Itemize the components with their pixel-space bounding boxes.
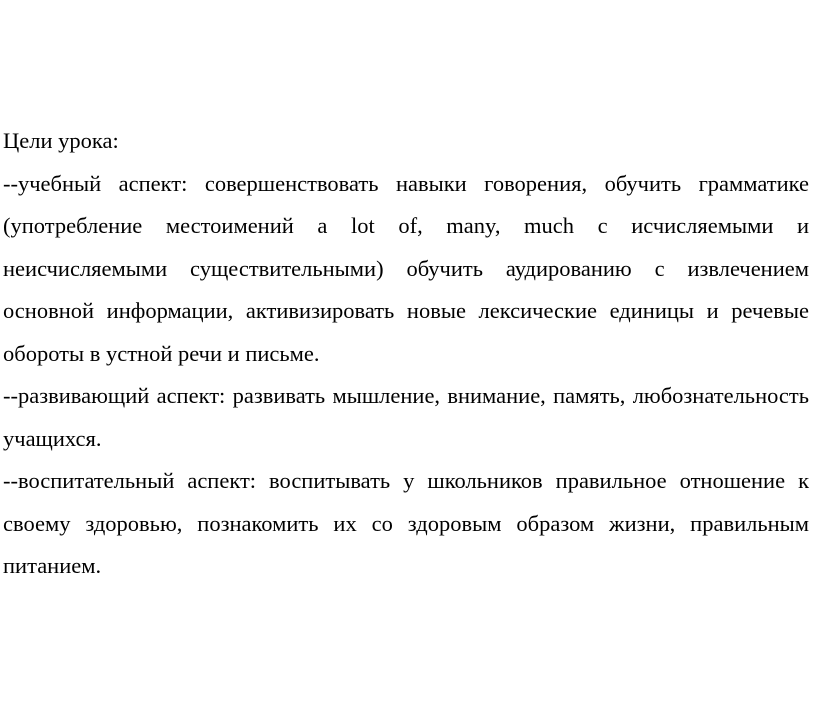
developing-aspect-paragraph: --развивающий аспект: развивать мышление, внимание, память, любознательность учащихся. [3, 383, 809, 451]
upbringing-aspect-paragraph: --воспитательный аспект: воспитывать у школьников правильное отношение к своему здоровью, познакомить их со здоровым образом жизни, правильным питанием. [3, 468, 809, 578]
educational-aspect-paragraph: --учебный аспект: совершенствовать навыки говорения, обучить грамматике (употребление местоимений a lot of, many, much с исчисляемыми и неисчисляемыми существительными) обучить аудированию с извлечением основной информации, активизировать новые лексические единицы и речевые обороты в устной речи и письме. [3, 170, 809, 366]
lesson-goals-text [3, 120, 809, 588]
goals-heading: Цели урока: [3, 128, 119, 153]
